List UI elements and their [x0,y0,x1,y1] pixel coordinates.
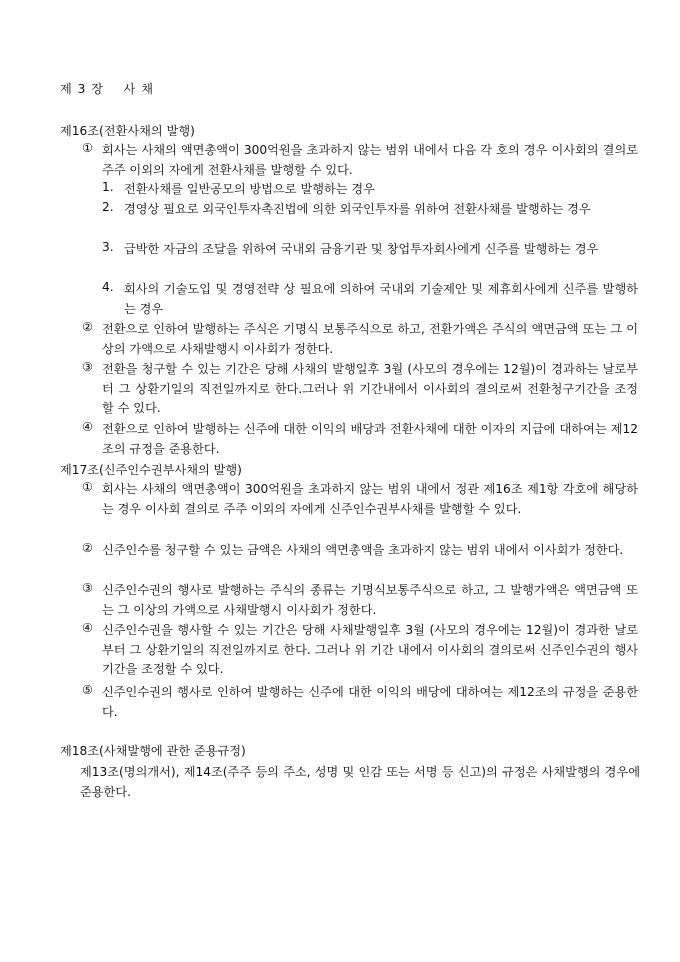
paragraph-marker: ③ [82,360,93,374]
paragraph-text: 전환으로 인하여 발행하는 신주에 대한 이익의 배당과 전환사채에 대한 이자의 지급에 대하여는 제12조의 규정을 준용한다. [102,422,638,456]
paragraph-marker: ④ [82,420,93,434]
item-number: 3. [102,240,114,254]
item-number: 1. [102,180,114,194]
paragraph-text: 회사는 사채의 액면총액이 300억원을 초과하지 않는 범위 내에서 다음 각 호의 경우 이사회의 결의로 주주 이외의 자에게 전환사채를 발행할 수 있다. [102,143,638,177]
article-body: 제13조(명의개서), 제14조(주주 등의 주소, 성명 및 인감 또는 서명 등 신고)의 규정은 사채발행의 경우에 준용한다. [80,765,640,799]
article-title: 제18조(사채발행에 관한 준용규정) [60,744,246,758]
paragraph-marker: ② [82,541,93,555]
paragraph-text: 전환으로 인하여 발행하는 주식은 기명식 보통주식으로 하고, 전환가액은 주식의 액면금액 또는 그 이상의 가액으로 사채발행시 이사회가 정한다. [102,322,638,356]
paragraph-text: 신주인수를 청구할 수 있는 금액은 사채의 액면총액을 초과하지 않는 범위 내에서 이사회가 정한다. [102,543,624,557]
paragraph-text: 신주인수권의 행사로 인하여 발행하는 신주에 대한 이익의 배당에 대하여는 제12조의 규정을 준용한다. [102,685,638,719]
paragraph-marker: ① [82,141,93,155]
paragraph-marker: ④ [82,621,93,635]
paragraph-marker: ⑤ [82,683,93,697]
item-text: 회사의 기술도입 및 경영전략 상 필요에 의하여 국내외 기술제안 및 제휴회사에게 신주를 발행하는 경우 [124,282,638,316]
item-number: 4. [102,280,114,294]
article-title: 제16조(전환사채의 발행) [60,124,195,138]
paragraph-text: 회사는 사채의 액면총액이 300억원을 초과하지 않는 범위 내에서 정관 제16조 제1항 각호에 해당하는 경우 이사회 결의로 주주 이외의 자에게 신주인수권부사채를 발행할 수 있다. [102,482,638,516]
item-text: 전환사채를 일반공모의 방법으로 발행하는 경우 [124,182,375,196]
paragraph-marker: ③ [82,581,93,595]
paragraph-text: 전환을 청구할 수 있는 기간은 당해 사채의 발행일후 3월 (사모의 경우에는 12월)이 경과하는 날로부터 그 상환기일의 직전일까지로 한다.그러나 위 기간내에서 이사회의 결의로써 전환청구기간을 조정할 수 있다. [102,362,638,415]
item-number: 2. [102,200,114,214]
paragraph-marker: ① [82,480,93,494]
item-text: 급박한 자금의 조달을 위하여 국내외 금융기관 및 창업투자회사에게 신주를 발행하는 경우 [124,242,599,256]
paragraph [82,141,638,181]
paragraph-marker: ② [82,320,93,334]
paragraph-text: 신주인수권의 행사로 발행하는 주식의 종류는 기명식보통주식으로 하고, 그 발행가액은 액면금액 또는 그 이상의 가액으로 사채발행시 이사회가 정한다. [102,583,638,617]
article-title: 제17조(신주인수권부사채의 발행) [60,463,242,477]
item-text: 경영상 필요로 외국인투자촉진법에 의한 외국인투자를 위하여 전환사채를 발행하는 경우 [124,202,591,216]
chapter-title: 제 3 장 사 채 [60,82,154,96]
paragraph-text: 신주인수권을 행사할 수 있는 기간은 당해 사채발행일후 3월 (사모의 경우에는 12월)이 경과한 날로부터 그 상환기일의 직전일까지로 한다. 그러나 위 기간 내에서 이사회의 결의로써 신주인수권의 행사기간을 조정할 수 있다. [102,623,638,676]
